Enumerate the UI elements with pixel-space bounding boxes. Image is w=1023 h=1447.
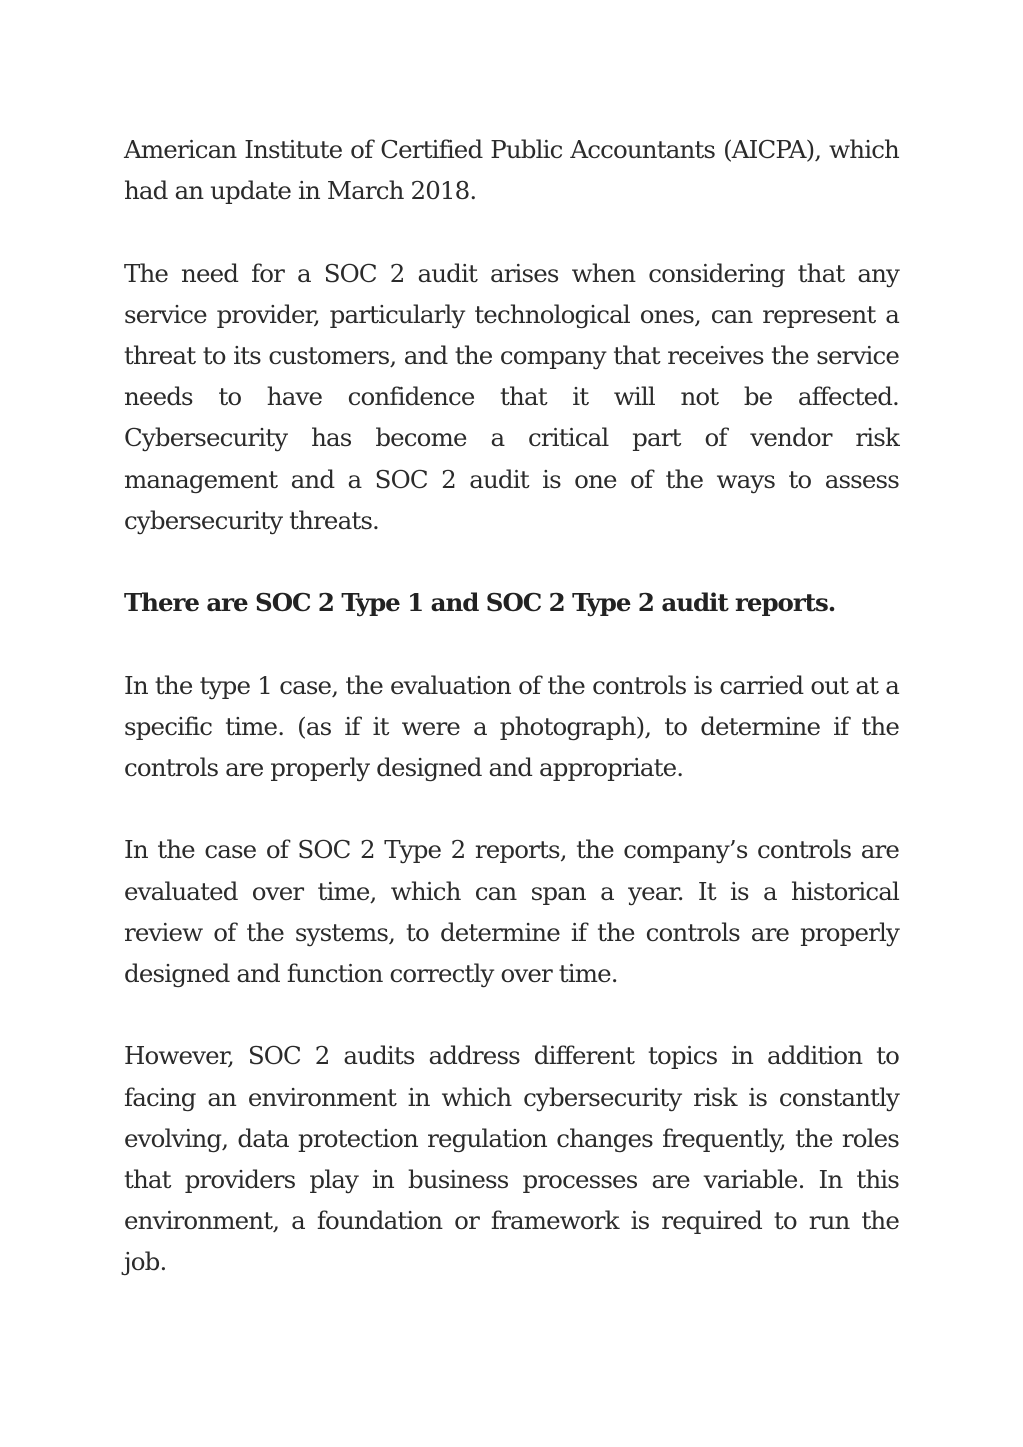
paragraph-soc2-need: The need for a SOC 2 audit arises when considering that any service provider, particularly technological ones, can represent a threat to its customers, and the company that receives the service needs to have confidence that it will not be affected. Cybersecurity has become a critical part of vendor risk management and a SOC 2 audit is one of the ways to assess cybersecurity threats. — [124, 258, 899, 535]
paragraph-type1: In the type 1 case, the evaluation of the controls is carried out at a specific time. (as if it were a photograph), to determine if the controls are properly designed and appropriate. — [124, 670, 899, 782]
paragraph-report-types-heading: There are SOC 2 Type 1 and SOC 2 Type 2 audit reports. — [124, 588, 836, 618]
document-page — [124, 129, 899, 1283]
paragraph-aicpa-intro: American Institute of Certified Public Accountants (AICPA), which had an update in March 2018. — [124, 135, 899, 206]
paragraph-type2: In the case of SOC 2 Type 2 reports, the company’s controls are evaluated over time, which can span a year. It is a historical review of the systems, to determine if the controls are properly designed and function correctly over time. — [124, 835, 899, 988]
paragraph-framework: However, SOC 2 audits address different topics in addition to facing an environment in which cybersecurity risk is constantly evolving, data protection regulation changes frequently, the roles that providers play in business processes are variable. In this environment, a foundation or framework is required to run the job. — [124, 1041, 899, 1277]
